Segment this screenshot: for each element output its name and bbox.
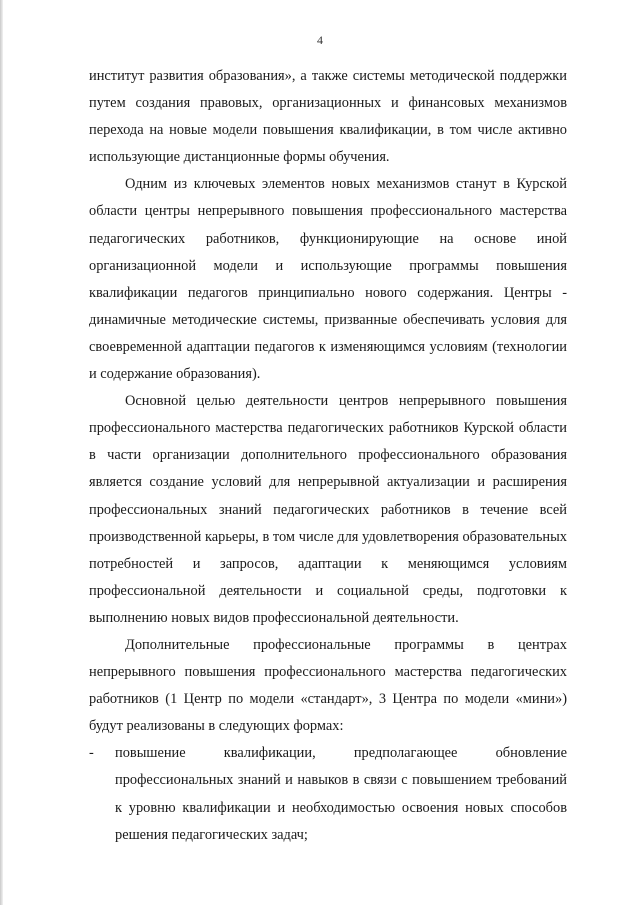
page-number: 4 bbox=[317, 33, 323, 47]
scan-edge bbox=[0, 0, 3, 905]
list-item bbox=[89, 740, 567, 848]
paragraph-programs: Дополнительные профессиональные программы в центрах непрерывного повышения профессионального мастерства педагогических работников (1 Центр по модели «стандарт», 3 Центра по модели «мини») будут реализованы в следующих формах: bbox=[89, 636, 567, 735]
paragraph-main-goal: Основной целью деятельности центров непрерывного повышения профессионального мастерства педагогических работников Курской области в части организации дополнительного профессионального образования является создание условий для непрерывной актуализации и расширения профессиональных знаний педагогических работников в течение всей производственной карьеры, в том числе для удовлетворения образовательных потребностей и запросов, адаптации к меняющимся условиям профессиональной деятельности и социальной среды, подготовки к выполнению новых видов профессиональной деятельности. bbox=[89, 393, 567, 626]
paragraph-continuation: институт развития образования», а также системы методической поддержки путем создания правовых, организационных и финансовых механизмов перехода на новые модели повышения квалификации, в том числе активно использующие дистанционные формы обучения. bbox=[89, 68, 567, 166]
paragraph-key-elements: Одним из ключевых элементов новых механизмов станут в Курской области центры непрерывного повышения профессионального мастерства педагогических работников, функционирующие на основе иной организационной модели и использующие программы повышения квалификации педагогов принципиально нового содержания. Центры - динамичные методические системы, призванные обеспечивать условия для своевременной адаптации педагогов к изменяющимся условиям (технологии и содержание образования). bbox=[89, 176, 567, 383]
list-item-text: повышение квалификации, предполагающее обновление профессиональных знаний и навыков в связи с повышением требований к уровню квалификации и необходимостью освоения новых способов решения педагогических задач; bbox=[115, 745, 567, 843]
document-body bbox=[89, 63, 567, 849]
list-marker: - bbox=[89, 745, 94, 762]
